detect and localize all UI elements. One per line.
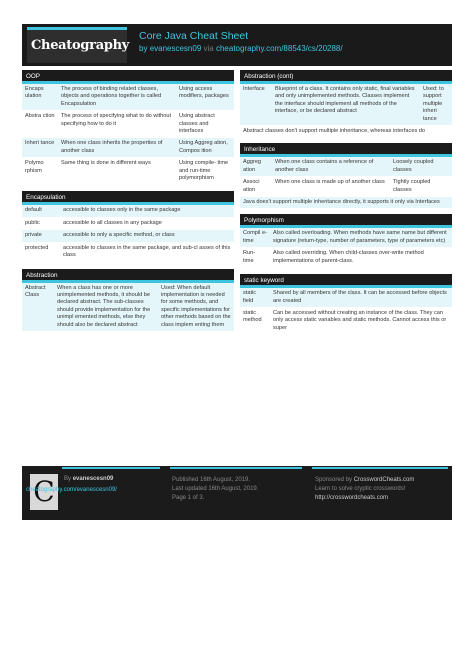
table-row [240, 157, 452, 177]
footer-author-link[interactable]: evanescesn09 [72, 476, 114, 482]
modifier-cell: default [25, 207, 42, 214]
table-row [240, 288, 452, 308]
term-cell: Associ ation [243, 179, 260, 193]
section-abstraction-cont [240, 70, 452, 137]
desc-cell: accessible to classes in the same package, and sub-cl asses of this class [63, 244, 231, 259]
section-title: Polymorphism [244, 217, 284, 225]
byline-via: via [203, 44, 214, 53]
inheritance-note: Java does't support multiple inheritance directly, it supports it only via Interfaces [240, 197, 452, 208]
footer-accent [312, 467, 448, 469]
footer-sponsor [315, 476, 414, 503]
desc-cell: Also called overriding. When child-classes over-write method implementations of parent-class. [273, 250, 424, 264]
page-count: Page 1 of 3. [172, 495, 205, 501]
term-cell: Compil e-time [243, 230, 267, 244]
term-cell: static field [243, 290, 257, 304]
section-header [240, 214, 452, 228]
section-abstraction [22, 269, 234, 332]
desc-cell: accessible to only a specific method, or class [63, 232, 175, 239]
desc-cell: When one class inherits the properties of another class [61, 140, 163, 154]
term-cell: Aggreg ation [243, 159, 262, 173]
section-inheritance [240, 143, 452, 208]
term-cell: static method [243, 309, 262, 324]
logo-text: Cheatography [31, 38, 130, 53]
term-cell: Inheri tance [25, 140, 55, 147]
author-link[interactable]: evanescesn09 [149, 44, 202, 53]
table-row [22, 218, 234, 230]
footer [22, 466, 452, 520]
left-column [22, 70, 234, 338]
section-encapsulation [22, 191, 234, 262]
term-cell: Interface [243, 86, 265, 92]
updated-date: Last updated 16th August, 2019. [172, 486, 259, 492]
section-header [22, 269, 234, 283]
use-cell: Using abstract classes and interfaces [179, 113, 215, 135]
desc-cell: The process of binding related classes, objects and operations together is called Encapsulation [61, 86, 162, 107]
table-row [22, 158, 234, 185]
table-row [22, 283, 234, 332]
term-cell: Run- time [243, 250, 256, 264]
use-cell: Using Aggreg ation, Compos ition [179, 140, 228, 154]
section-header [22, 70, 234, 84]
footer-accent [170, 467, 302, 469]
term-cell: Polymo rphism [25, 160, 44, 174]
section-title: Abstraction (cont) [244, 73, 294, 80]
table-row [22, 84, 234, 111]
section-header [240, 70, 452, 84]
desc-cell: When one class is made up of another class [275, 179, 385, 186]
section-static [240, 274, 452, 335]
table-row [22, 243, 234, 263]
table-row [240, 308, 452, 335]
section-title: Encapsulation [26, 194, 66, 202]
table-row [240, 228, 452, 248]
abstraction-note: Abstract classes don't support multiple inheritance, whereas interfaces do [240, 126, 452, 137]
section-header [22, 191, 234, 205]
desc-cell: Blueprint of a class. It contains only static, final variables and only unimplemented methods. Classes implement the interface should implement all methods of the interface, or be declared abstract [275, 86, 415, 115]
author-url-link[interactable]: cheatography.com/evanescesn09/ [26, 487, 117, 493]
section-polymorphism [240, 214, 452, 268]
sponsor-name[interactable]: CrosswordCheats.com [353, 477, 415, 483]
table-row [22, 230, 234, 242]
section-header [240, 274, 452, 288]
modifier-cell: protected [25, 244, 49, 251]
use-cell: Using access modifiers, packages [179, 86, 229, 100]
modifier-cell: public [25, 219, 40, 226]
footer-accent [62, 467, 160, 469]
sponsor-line [315, 476, 414, 485]
page-title: Core Java Cheat Sheet [139, 30, 249, 42]
section-title: OOP [26, 73, 40, 80]
table-row [240, 248, 452, 268]
use-cell: Using compile- time and run-time polymorphism [179, 160, 229, 182]
cheat-sheet-page [22, 24, 452, 508]
sponsored-by: Sponsored by [315, 477, 353, 483]
section-title: static keyword [244, 277, 284, 285]
modifier-cell: private [25, 232, 42, 239]
term-cell: Abstract Class [25, 284, 46, 298]
sheet-url-link[interactable]: cheatography.com/88543/cs/20288/ [215, 44, 343, 53]
table-row [22, 205, 234, 217]
right-column [240, 70, 452, 341]
desc-cell: Also called overloading. When methods have same name but different signature (return-type, number of parameters, type of parameters etc) [273, 230, 447, 244]
desc-cell: The process of specifying what to do without specifying how to do it [61, 113, 172, 127]
used-cell: Used: to support multiple inheri tance [423, 86, 444, 122]
table-row [22, 111, 234, 138]
desc-cell: When a class has one or more unimplemented methods, it should be declared abstract. The sub-classes should provide implementation for the unimpl emented methods, else they should also be declared abstract [57, 284, 151, 328]
table-row [22, 138, 234, 158]
sponsor-url-link[interactable]: http://crosswordcheats.com [315, 495, 389, 501]
desc-cell: Same thing is done in different ways [61, 160, 151, 167]
footer-by: By [64, 476, 72, 482]
byline-by: by [139, 44, 148, 53]
coupling-cell: Loosely coupled classes [393, 159, 434, 173]
footer-byline [64, 476, 113, 482]
published-date: Published 16th August, 2019. [172, 477, 251, 483]
desc-cell: When one class contains a reference of another class [275, 159, 374, 173]
term-cell: Encaps ulation [25, 86, 44, 100]
section-header [240, 143, 452, 157]
logo[interactable] [27, 27, 130, 63]
sponsor-tagline: Learn to solve cryptic crosswords! [315, 486, 406, 492]
table-row [240, 177, 452, 197]
coupling-cell: Tightly coupled classes [393, 179, 431, 193]
footer-publish-info [172, 476, 258, 503]
table-row [240, 84, 452, 126]
desc-cell: accessible to all classes in any package [63, 219, 162, 226]
used-cell: Used: When default implementation is needed for some methods, and specific implementations for other methods based on the class implem enting them [161, 284, 231, 328]
desc-cell: accessible to classes only in the same package [63, 207, 181, 214]
section-title: Abstraction [26, 271, 58, 279]
desc-cell: Shared by all members of the class. It can be accessed before objects are created [273, 290, 447, 304]
desc-cell: Can be accessed without creating an instance of the class. They can only access static variables and static methods. Cannot access this or super [273, 309, 447, 331]
section-title: Inheritance [244, 146, 276, 154]
avatar-letter: C [33, 475, 55, 508]
section-oop [22, 70, 234, 185]
header [22, 24, 452, 66]
term-cell: Abstra ction [25, 113, 55, 120]
byline [139, 44, 343, 53]
